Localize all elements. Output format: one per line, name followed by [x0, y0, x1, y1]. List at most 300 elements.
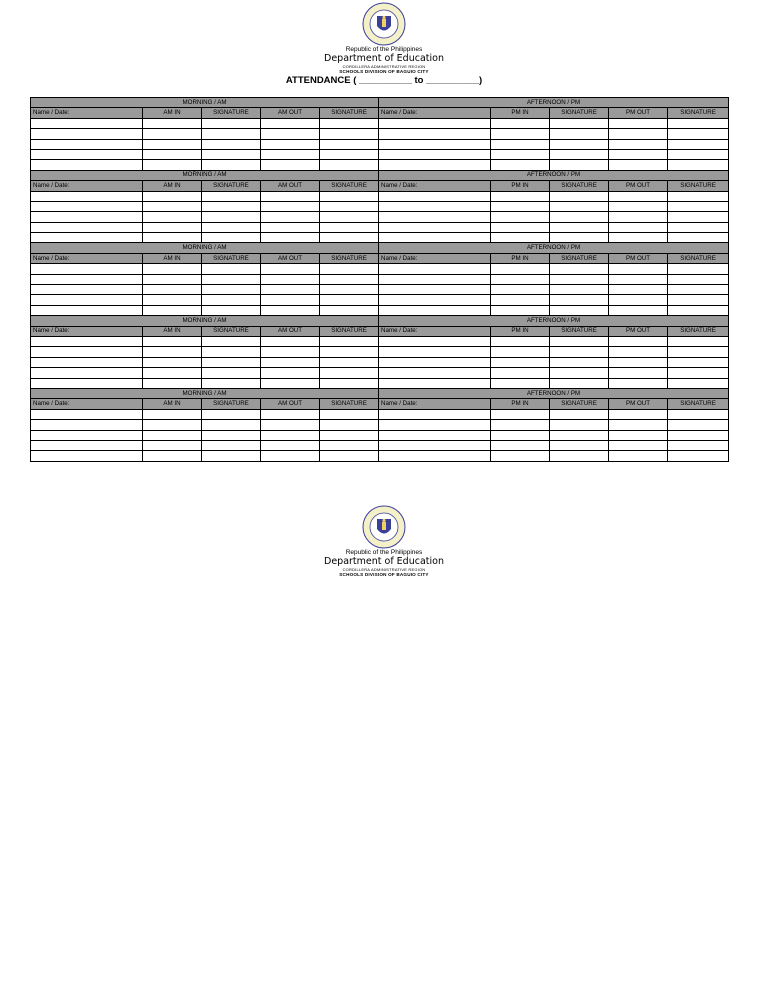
- entry-cell[interactable]: [379, 160, 491, 170]
- entry-cell[interactable]: [609, 430, 668, 440]
- entry-cell[interactable]: [379, 420, 491, 430]
- entry-cell[interactable]: [491, 440, 550, 450]
- entry-cell[interactable]: [202, 336, 261, 346]
- entry-cell[interactable]: [261, 129, 320, 139]
- entry-cell[interactable]: [31, 440, 143, 450]
- entry-cell[interactable]: [668, 378, 729, 388]
- afternoon-column-header: PM IN: [491, 399, 550, 409]
- entry-cell[interactable]: [261, 368, 320, 378]
- entry-cell[interactable]: [379, 378, 491, 388]
- entry-cell[interactable]: [668, 357, 729, 367]
- entry-cell[interactable]: [550, 222, 609, 232]
- entry-cell[interactable]: [491, 347, 550, 357]
- entry-cell[interactable]: [609, 336, 668, 346]
- blank-entry-row: [31, 420, 729, 430]
- entry-cell[interactable]: [550, 285, 609, 295]
- entry-cell[interactable]: [379, 336, 491, 346]
- entry-cell[interactable]: [668, 305, 729, 315]
- entry-cell[interactable]: [379, 274, 491, 284]
- entry-cell[interactable]: [320, 201, 379, 211]
- entry-cell[interactable]: [261, 201, 320, 211]
- morning-column-header: SIGNATURE: [320, 399, 379, 409]
- entry-cell[interactable]: [320, 285, 379, 295]
- entry-cell[interactable]: [379, 347, 491, 357]
- entry-cell[interactable]: [261, 118, 320, 128]
- morning-column-header: Name / Date:: [31, 253, 143, 263]
- afternoon-column-header: SIGNATURE: [550, 399, 609, 409]
- entry-cell[interactable]: [143, 295, 202, 305]
- entry-cell[interactable]: [668, 274, 729, 284]
- entry-cell[interactable]: [379, 149, 491, 159]
- entry-cell[interactable]: [31, 295, 143, 305]
- entry-cell[interactable]: [550, 118, 609, 128]
- entry-cell[interactable]: [261, 420, 320, 430]
- entry-cell[interactable]: [491, 336, 550, 346]
- entry-cell[interactable]: [143, 233, 202, 243]
- entry-cell[interactable]: [550, 409, 609, 419]
- entry-cell[interactable]: [202, 264, 261, 274]
- entry-cell[interactable]: [491, 378, 550, 388]
- entry-cell[interactable]: [491, 274, 550, 284]
- entry-cell[interactable]: [550, 264, 609, 274]
- entry-cell[interactable]: [491, 233, 550, 243]
- entry-cell[interactable]: [31, 264, 143, 274]
- entry-cell[interactable]: [550, 295, 609, 305]
- entry-cell[interactable]: [550, 347, 609, 357]
- entry-cell[interactable]: [320, 378, 379, 388]
- entry-cell[interactable]: [668, 264, 729, 274]
- entry-cell[interactable]: [609, 118, 668, 128]
- entry-cell[interactable]: [143, 285, 202, 295]
- entry-cell[interactable]: [379, 440, 491, 450]
- blank-entry-row: [31, 222, 729, 232]
- entry-cell[interactable]: [31, 368, 143, 378]
- entry-cell[interactable]: [550, 357, 609, 367]
- entry-cell[interactable]: [320, 129, 379, 139]
- entry-cell[interactable]: [202, 139, 261, 149]
- entry-cell[interactable]: [668, 233, 729, 243]
- entry-cell[interactable]: [609, 222, 668, 232]
- afternoon-column-header: SIGNATURE: [550, 326, 609, 336]
- entry-cell[interactable]: [609, 264, 668, 274]
- entry-cell[interactable]: [491, 264, 550, 274]
- entry-cell[interactable]: [379, 139, 491, 149]
- entry-cell[interactable]: [31, 378, 143, 388]
- morning-column-header: AM IN: [143, 326, 202, 336]
- entry-cell[interactable]: [202, 295, 261, 305]
- entry-cell[interactable]: [609, 212, 668, 222]
- page-header-1: [0, 2, 768, 87]
- entry-cell[interactable]: [668, 160, 729, 170]
- entry-cell[interactable]: [491, 420, 550, 430]
- entry-cell[interactable]: [320, 118, 379, 128]
- entry-cell[interactable]: [668, 451, 729, 461]
- entry-cell[interactable]: [609, 201, 668, 211]
- entry-cell[interactable]: [550, 212, 609, 222]
- entry-cell[interactable]: [320, 336, 379, 346]
- period-band-row: [31, 243, 729, 253]
- entry-cell[interactable]: [31, 274, 143, 284]
- entry-cell[interactable]: [491, 201, 550, 211]
- entry-cell[interactable]: [379, 118, 491, 128]
- entry-cell[interactable]: [550, 160, 609, 170]
- morning-column-header: SIGNATURE: [320, 326, 379, 336]
- entry-cell[interactable]: [609, 451, 668, 461]
- blank-entry-row: [31, 274, 729, 284]
- entry-cell[interactable]: [143, 212, 202, 222]
- entry-cell[interactable]: [320, 191, 379, 201]
- entry-cell[interactable]: [609, 420, 668, 430]
- entry-cell[interactable]: [261, 378, 320, 388]
- entry-cell[interactable]: [320, 264, 379, 274]
- entry-cell[interactable]: [202, 191, 261, 201]
- entry-cell[interactable]: [379, 201, 491, 211]
- entry-cell[interactable]: [379, 129, 491, 139]
- entry-cell[interactable]: [609, 347, 668, 357]
- department-text: Department of Education: [324, 53, 444, 64]
- entry-cell[interactable]: [668, 191, 729, 201]
- attendance-sheet: [30, 97, 728, 462]
- entry-cell[interactable]: [609, 149, 668, 159]
- entry-cell[interactable]: [668, 336, 729, 346]
- entry-cell[interactable]: [143, 118, 202, 128]
- entry-cell[interactable]: [202, 233, 261, 243]
- morning-column-header: Name / Date:: [31, 326, 143, 336]
- entry-cell[interactable]: [609, 191, 668, 201]
- entry-cell[interactable]: [143, 139, 202, 149]
- deped-seal-logo: [362, 2, 406, 46]
- entry-cell[interactable]: [31, 420, 143, 430]
- entry-cell[interactable]: [31, 305, 143, 315]
- afternoon-column-header: PM IN: [491, 181, 550, 191]
- morning-column-header: SIGNATURE: [320, 253, 379, 263]
- entry-cell[interactable]: [491, 160, 550, 170]
- morning-column-header: Name / Date:: [31, 399, 143, 409]
- entry-cell[interactable]: [550, 440, 609, 450]
- entry-cell[interactable]: [320, 274, 379, 284]
- entry-cell[interactable]: [31, 139, 143, 149]
- entry-cell[interactable]: [320, 368, 379, 378]
- entry-cell[interactable]: [491, 430, 550, 440]
- entry-cell[interactable]: [320, 430, 379, 440]
- entry-cell[interactable]: [143, 149, 202, 159]
- entry-cell[interactable]: [31, 233, 143, 243]
- column-header-row: [31, 253, 729, 263]
- entry-cell[interactable]: [379, 409, 491, 419]
- entry-cell[interactable]: [668, 420, 729, 430]
- entry-cell[interactable]: [320, 212, 379, 222]
- entry-cell[interactable]: [202, 149, 261, 159]
- entry-cell[interactable]: [550, 430, 609, 440]
- entry-cell[interactable]: [202, 378, 261, 388]
- entry-cell[interactable]: [31, 118, 143, 128]
- entry-cell[interactable]: [261, 149, 320, 159]
- entry-cell[interactable]: [261, 191, 320, 201]
- morning-column-header: AM OUT: [261, 181, 320, 191]
- entry-cell[interactable]: [379, 357, 491, 367]
- entry-cell[interactable]: [609, 440, 668, 450]
- entry-cell[interactable]: [143, 201, 202, 211]
- entry-cell[interactable]: [491, 222, 550, 232]
- morning-column-header: AM IN: [143, 399, 202, 409]
- entry-cell[interactable]: [491, 357, 550, 367]
- entry-cell[interactable]: [261, 212, 320, 222]
- entry-cell[interactable]: [609, 409, 668, 419]
- entry-cell[interactable]: [491, 129, 550, 139]
- entry-cell[interactable]: [668, 222, 729, 232]
- entry-cell[interactable]: [491, 191, 550, 201]
- entry-cell[interactable]: [31, 212, 143, 222]
- entry-cell[interactable]: [143, 222, 202, 232]
- entry-cell[interactable]: [261, 295, 320, 305]
- entry-cell[interactable]: [31, 191, 143, 201]
- entry-cell[interactable]: [31, 160, 143, 170]
- entry-cell[interactable]: [261, 409, 320, 419]
- entry-cell[interactable]: [550, 233, 609, 243]
- entry-cell[interactable]: [143, 368, 202, 378]
- entry-cell[interactable]: [379, 222, 491, 232]
- entry-cell[interactable]: [491, 149, 550, 159]
- entry-cell[interactable]: [143, 378, 202, 388]
- afternoon-column-header: PM OUT: [609, 181, 668, 191]
- entry-cell[interactable]: [609, 368, 668, 378]
- morning-column-header: SIGNATURE: [320, 108, 379, 118]
- entry-cell[interactable]: [379, 368, 491, 378]
- entry-cell[interactable]: [609, 285, 668, 295]
- entry-cell[interactable]: [491, 118, 550, 128]
- entry-cell[interactable]: [31, 336, 143, 346]
- entry-cell[interactable]: [550, 139, 609, 149]
- entry-cell[interactable]: [379, 305, 491, 315]
- entry-cell[interactable]: [202, 440, 261, 450]
- entry-cell[interactable]: [668, 295, 729, 305]
- entry-cell[interactable]: [143, 357, 202, 367]
- afternoon-column-header: PM IN: [491, 253, 550, 263]
- entry-cell[interactable]: [320, 347, 379, 357]
- entry-cell[interactable]: [143, 264, 202, 274]
- entry-cell[interactable]: [143, 305, 202, 315]
- entry-cell[interactable]: [202, 420, 261, 430]
- entry-cell[interactable]: [491, 451, 550, 461]
- entry-cell[interactable]: [550, 191, 609, 201]
- blank-entry-row: [31, 368, 729, 378]
- afternoon-column-header: Name / Date:: [379, 108, 491, 118]
- entry-cell[interactable]: [320, 357, 379, 367]
- entry-cell[interactable]: [202, 201, 261, 211]
- entry-cell[interactable]: [491, 305, 550, 315]
- attendance-title: ATTENDANCE ( __________ to __________): [285, 75, 483, 86]
- entry-cell[interactable]: [261, 347, 320, 357]
- entry-cell[interactable]: [31, 347, 143, 357]
- entry-cell[interactable]: [143, 420, 202, 430]
- entry-cell[interactable]: [668, 285, 729, 295]
- morning-band-label: MORNING / AM: [31, 388, 379, 398]
- entry-cell[interactable]: [31, 409, 143, 419]
- entry-cell[interactable]: [261, 305, 320, 315]
- entry-cell[interactable]: [261, 222, 320, 232]
- entry-cell[interactable]: [550, 368, 609, 378]
- afternoon-column-header: PM OUT: [609, 326, 668, 336]
- entry-cell[interactable]: [550, 305, 609, 315]
- entry-cell[interactable]: [31, 451, 143, 461]
- entry-cell[interactable]: [320, 222, 379, 232]
- afternoon-column-header: PM OUT: [609, 253, 668, 263]
- entry-cell[interactable]: [379, 191, 491, 201]
- entry-cell[interactable]: [143, 347, 202, 357]
- blank-entry-row: [31, 378, 729, 388]
- entry-cell[interactable]: [609, 129, 668, 139]
- entry-cell[interactable]: [668, 129, 729, 139]
- entry-cell[interactable]: [143, 430, 202, 440]
- entry-cell[interactable]: [31, 222, 143, 232]
- entry-cell[interactable]: [379, 285, 491, 295]
- entry-cell[interactable]: [668, 149, 729, 159]
- entry-cell[interactable]: [550, 420, 609, 430]
- entry-cell[interactable]: [31, 430, 143, 440]
- entry-cell[interactable]: [550, 149, 609, 159]
- entry-cell[interactable]: [609, 295, 668, 305]
- entry-cell[interactable]: [491, 285, 550, 295]
- entry-cell[interactable]: [261, 430, 320, 440]
- entry-cell[interactable]: [143, 191, 202, 201]
- morning-column-header: SIGNATURE: [320, 181, 379, 191]
- entry-cell[interactable]: [379, 233, 491, 243]
- afternoon-column-header: PM OUT: [609, 108, 668, 118]
- entry-cell[interactable]: [320, 409, 379, 419]
- entry-cell[interactable]: [668, 409, 729, 419]
- entry-cell[interactable]: [320, 451, 379, 461]
- entry-cell[interactable]: [202, 305, 261, 315]
- entry-cell[interactable]: [261, 160, 320, 170]
- entry-cell[interactable]: [550, 451, 609, 461]
- blank-entry-row: [31, 295, 729, 305]
- entry-cell[interactable]: [491, 368, 550, 378]
- period-band-row: [31, 316, 729, 326]
- entry-cell[interactable]: [261, 440, 320, 450]
- entry-cell[interactable]: [202, 451, 261, 461]
- entry-cell[interactable]: [320, 295, 379, 305]
- entry-cell[interactable]: [668, 347, 729, 357]
- entry-cell[interactable]: [261, 274, 320, 284]
- entry-cell[interactable]: [491, 212, 550, 222]
- entry-cell[interactable]: [379, 451, 491, 461]
- entry-cell[interactable]: [261, 336, 320, 346]
- period-band-row: [31, 388, 729, 398]
- morning-column-header: SIGNATURE: [202, 326, 261, 336]
- entry-cell[interactable]: [261, 264, 320, 274]
- entry-cell[interactable]: [320, 305, 379, 315]
- entry-cell[interactable]: [668, 440, 729, 450]
- entry-cell[interactable]: [379, 295, 491, 305]
- entry-cell[interactable]: [202, 160, 261, 170]
- entry-cell[interactable]: [31, 357, 143, 367]
- afternoon-column-header: SIGNATURE: [550, 181, 609, 191]
- entry-cell[interactable]: [550, 129, 609, 139]
- entry-cell[interactable]: [261, 357, 320, 367]
- entry-cell[interactable]: [143, 440, 202, 450]
- entry-cell[interactable]: [609, 357, 668, 367]
- entry-cell[interactable]: [668, 368, 729, 378]
- entry-cell[interactable]: [609, 139, 668, 149]
- entry-cell[interactable]: [379, 430, 491, 440]
- afternoon-column-header: PM OUT: [609, 399, 668, 409]
- entry-cell[interactable]: [31, 201, 143, 211]
- entry-cell[interactable]: [609, 378, 668, 388]
- entry-cell[interactable]: [550, 201, 609, 211]
- entry-cell[interactable]: [491, 409, 550, 419]
- entry-cell[interactable]: [202, 409, 261, 419]
- entry-cell[interactable]: [31, 285, 143, 295]
- entry-cell[interactable]: [31, 149, 143, 159]
- entry-cell[interactable]: [202, 368, 261, 378]
- entry-cell[interactable]: [261, 139, 320, 149]
- afternoon-column-header: Name / Date:: [379, 253, 491, 263]
- entry-cell[interactable]: [550, 274, 609, 284]
- entry-cell[interactable]: [320, 160, 379, 170]
- entry-cell[interactable]: [202, 285, 261, 295]
- entry-cell[interactable]: [491, 295, 550, 305]
- afternoon-column-header: PM IN: [491, 326, 550, 336]
- entry-cell[interactable]: [668, 430, 729, 440]
- republic-text: Republic of the Philippines: [345, 549, 423, 556]
- entry-cell[interactable]: [379, 212, 491, 222]
- entry-cell[interactable]: [143, 336, 202, 346]
- entry-cell[interactable]: [668, 139, 729, 149]
- entry-cell[interactable]: [261, 285, 320, 295]
- blank-entry-row: [31, 336, 729, 346]
- entry-cell[interactable]: [202, 222, 261, 232]
- entry-cell[interactable]: [320, 420, 379, 430]
- entry-cell[interactable]: [609, 160, 668, 170]
- entry-cell[interactable]: [550, 378, 609, 388]
- entry-cell[interactable]: [202, 347, 261, 357]
- entry-cell[interactable]: [261, 233, 320, 243]
- entry-cell[interactable]: [143, 451, 202, 461]
- column-header-row: [31, 181, 729, 191]
- entry-cell[interactable]: [320, 139, 379, 149]
- entry-cell[interactable]: [143, 129, 202, 139]
- division-text: SCHOOLS DIVISION OF BAGUIO CITY: [339, 572, 429, 577]
- entry-cell[interactable]: [261, 451, 320, 461]
- entry-cell[interactable]: [379, 264, 491, 274]
- entry-cell[interactable]: [202, 430, 261, 440]
- entry-cell[interactable]: [202, 118, 261, 128]
- blank-entry-row: [31, 118, 729, 128]
- blank-entry-row: [31, 451, 729, 461]
- entry-cell[interactable]: [550, 336, 609, 346]
- blank-entry-row: [31, 264, 729, 274]
- entry-cell[interactable]: [668, 201, 729, 211]
- entry-cell[interactable]: [31, 129, 143, 139]
- entry-cell[interactable]: [202, 357, 261, 367]
- entry-cell[interactable]: [202, 129, 261, 139]
- entry-cell[interactable]: [320, 149, 379, 159]
- entry-cell[interactable]: [202, 212, 261, 222]
- entry-cell[interactable]: [668, 118, 729, 128]
- entry-cell[interactable]: [491, 139, 550, 149]
- entry-cell[interactable]: [320, 233, 379, 243]
- entry-cell[interactable]: [609, 274, 668, 284]
- entry-cell[interactable]: [143, 274, 202, 284]
- entry-cell[interactable]: [668, 212, 729, 222]
- entry-cell[interactable]: [202, 274, 261, 284]
- entry-cell[interactable]: [143, 160, 202, 170]
- entry-cell[interactable]: [320, 440, 379, 450]
- entry-cell[interactable]: [143, 409, 202, 419]
- entry-cell[interactable]: [609, 233, 668, 243]
- morning-column-header: SIGNATURE: [202, 108, 261, 118]
- entry-cell[interactable]: [609, 305, 668, 315]
